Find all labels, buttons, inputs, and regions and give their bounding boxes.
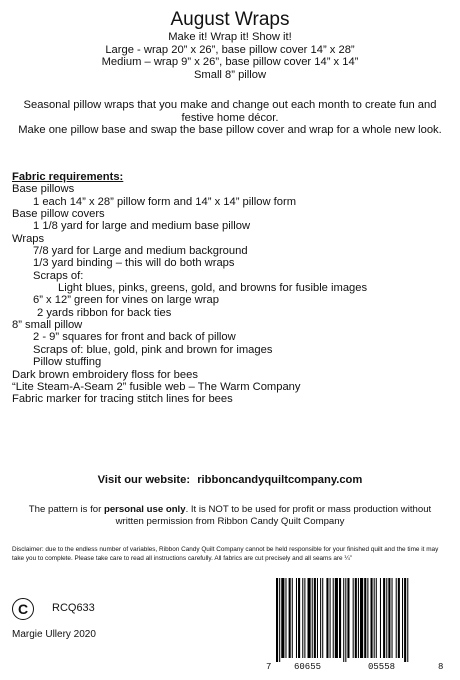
barcode-bar bbox=[289, 578, 291, 658]
barcode-group-right: 05558 bbox=[368, 662, 396, 672]
barcode-bar bbox=[376, 578, 377, 658]
req-line: “Lite Steam-A-Seam 2” fusible web – The Warm Company bbox=[12, 380, 301, 393]
barcode-bar bbox=[396, 578, 397, 658]
barcode-bar bbox=[374, 578, 375, 658]
barcode-bar bbox=[333, 578, 334, 658]
barcode-bar bbox=[347, 578, 349, 658]
barcode-bar bbox=[386, 578, 387, 658]
req-line: 7/8 yard for Large and medium background bbox=[33, 245, 248, 258]
barcode-bar bbox=[279, 578, 280, 662]
barcode-bar bbox=[322, 578, 323, 658]
req-line: 1/3 yard binding – this will do both wraps bbox=[33, 257, 235, 270]
size-small: Small 8” pillow bbox=[193, 68, 267, 81]
req-line: 1 1/8 yard for large and medium base pillow bbox=[33, 220, 251, 233]
upc-barcode bbox=[264, 578, 448, 676]
req-line: Base pillows bbox=[12, 183, 75, 196]
barcode-bar bbox=[380, 578, 381, 658]
copyright-icon: C bbox=[12, 598, 34, 620]
author-credit: Margie Ullery 2020 bbox=[12, 629, 96, 640]
barcode-bar bbox=[292, 578, 293, 658]
barcode-bar bbox=[296, 578, 297, 658]
size-summary bbox=[0, 31, 460, 81]
barcode-bar bbox=[398, 578, 400, 658]
barcode-bar bbox=[404, 578, 406, 662]
barcode-bar bbox=[388, 578, 390, 658]
barcode-bar bbox=[304, 578, 305, 658]
req-line: 6” x 12” green for vines on large wrap bbox=[33, 294, 219, 307]
barcode-bar bbox=[312, 578, 313, 658]
barcode-bar bbox=[317, 578, 318, 658]
req-line: Pillow stuffing bbox=[33, 356, 102, 369]
req-line: Wraps bbox=[12, 232, 45, 245]
req-line: 2 - 9” squares for front and back of pillow bbox=[33, 331, 236, 344]
intro-paragraph-1: Seasonal pillow wraps that you make and change out each month to create fun and festive home décor. bbox=[23, 99, 437, 124]
req-line: 1 each 14” x 28” pillow form and 14” x 14” pillow form bbox=[33, 195, 297, 208]
barcode-bar bbox=[355, 578, 357, 658]
requirements-heading: Fabric requirements: bbox=[12, 171, 124, 183]
barcode-bar bbox=[371, 578, 373, 658]
barcode-bar bbox=[358, 578, 359, 658]
barcode-bar bbox=[353, 578, 354, 658]
size-large: Large - wrap 20” x 26”, base pillow cover 14” x 28” bbox=[105, 43, 355, 56]
req-line: Dark brown embroidery floss for bees bbox=[12, 368, 198, 381]
req-line: Scraps of: blue, gold, pink and brown for images bbox=[33, 343, 273, 356]
barcode-bar bbox=[407, 578, 408, 662]
barcode-bar bbox=[326, 578, 328, 658]
tagline: Make it! Wrap it! Show it! bbox=[168, 31, 292, 43]
notice-post: . It is NOT to be used for profit or mass production without written permission from Ribbon Candy Quilt Company bbox=[115, 504, 432, 527]
barcode-bar bbox=[320, 578, 321, 658]
barcode-bar bbox=[402, 578, 403, 658]
personal-use-notice bbox=[18, 504, 442, 528]
barcode-bar bbox=[308, 578, 311, 658]
barcode-bar bbox=[360, 578, 363, 658]
barcode-bar bbox=[330, 578, 331, 658]
website-url: ribboncandyquiltcompany.com bbox=[197, 474, 363, 486]
page-title: August Wraps bbox=[170, 9, 290, 30]
req-line: Light blues, pinks, greens, gold, and browns for fusible images bbox=[58, 282, 368, 295]
barcode-bar bbox=[392, 578, 393, 658]
fabric-requirements bbox=[12, 171, 452, 406]
req-line: 2 yards ribbon for back ties bbox=[37, 306, 172, 319]
disclaimer: Disclaimer: due to the endless number of variables, Ribbon Candy Quilt Company cannot be held responsible for your finished quilt and the time it may take you to complete. Please take care to read all instructions carefully. All fabrics are cut precisely and all seams are ¼” bbox=[12, 546, 439, 562]
barcode-bar bbox=[367, 578, 368, 658]
req-line: 8” small pillow bbox=[12, 319, 83, 332]
barcode-group-left: 60655 bbox=[294, 662, 322, 672]
intro-paragraph-2: Make one pillow base and swap the base pillow cover and wrap for a whole new look. bbox=[18, 124, 442, 137]
barcode-bar bbox=[298, 578, 300, 658]
barcode-bar bbox=[302, 578, 303, 658]
barcode-bar bbox=[314, 578, 316, 658]
barcode-bar bbox=[343, 578, 344, 662]
barcode-bar bbox=[364, 578, 366, 658]
notice-pre: The pattern is for bbox=[28, 504, 104, 515]
size-medium: Medium – wrap 9” x 26”, base pillow cover 14” x 14” bbox=[101, 56, 359, 69]
notice-bold: personal use only bbox=[103, 504, 186, 515]
barcode-bar bbox=[281, 578, 284, 658]
intro-text bbox=[10, 99, 450, 137]
barcode-bar bbox=[339, 578, 341, 658]
website-label: Visit our website: bbox=[97, 474, 191, 486]
barcode-bar bbox=[276, 578, 278, 662]
pattern-code: RCQ633 bbox=[52, 602, 95, 614]
barcode-digit-first: 7 bbox=[266, 662, 272, 672]
req-line: Fabric marker for tracing stitch lines for bees bbox=[12, 393, 233, 406]
barcode-bars bbox=[264, 578, 448, 662]
barcode-bar bbox=[335, 578, 338, 658]
barcode-bar bbox=[345, 578, 346, 662]
req-line: Base pillow covers bbox=[12, 208, 105, 221]
website-line bbox=[0, 474, 460, 486]
barcode-bar bbox=[285, 578, 286, 658]
barcode-digit-last: 8 bbox=[438, 662, 444, 672]
req-line: Scraps of: bbox=[33, 269, 84, 282]
barcode-bar bbox=[383, 578, 385, 658]
